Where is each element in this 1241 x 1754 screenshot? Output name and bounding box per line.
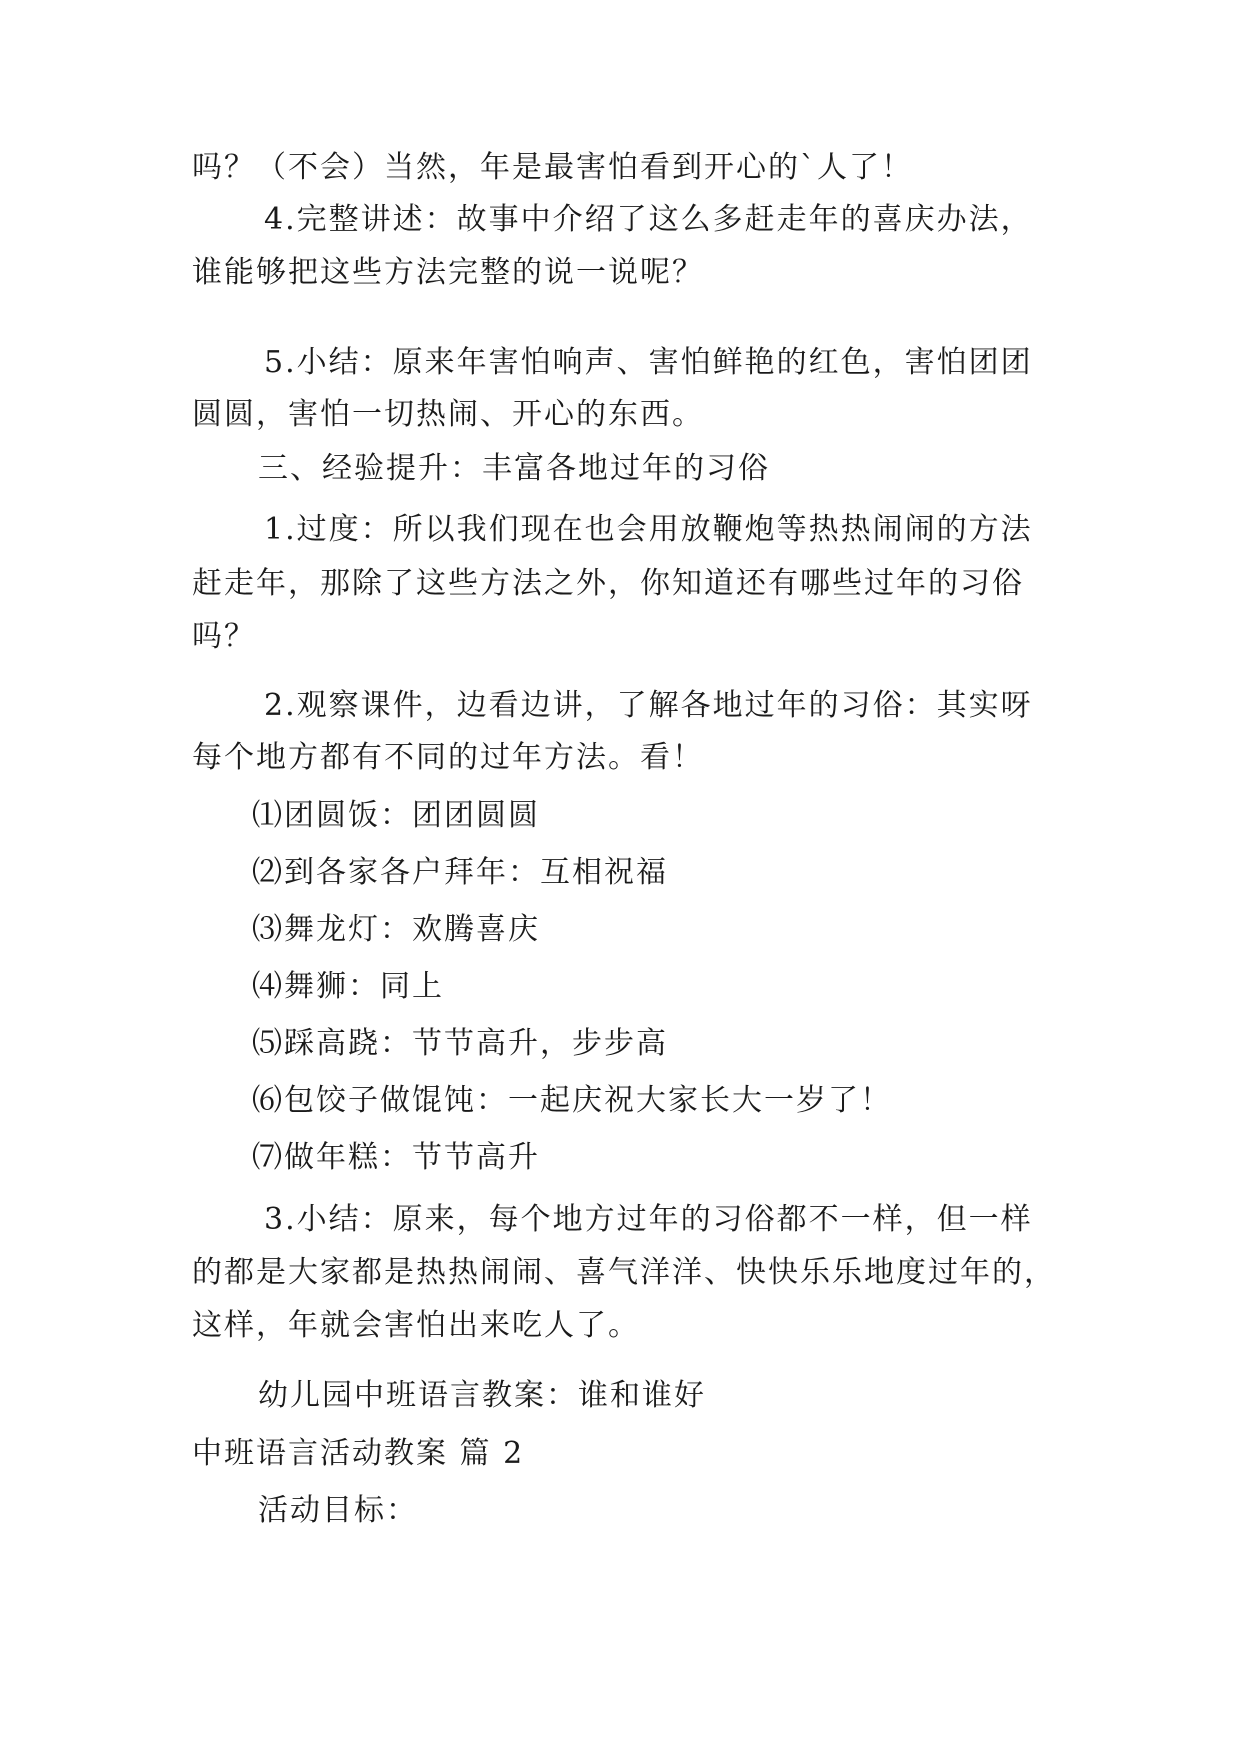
paragraph-line: 吗？（不会）当然，年是最害怕看到开心的`人了！ [192, 150, 913, 185]
paragraph-line: 2.观察课件，边看边讲，了解各地过年的习俗：其实呀 [264, 688, 1033, 723]
list-item: ⑷舞狮：同上 [252, 969, 444, 1004]
paragraph-line: 4.完整讲述：故事中介绍了这么多赶走年的喜庆办法， [264, 202, 1033, 237]
section-heading: 中班语言活动教案 篇 2 [192, 1436, 525, 1471]
list-item: ⑴团圆饭：团团圆圆 [252, 798, 540, 833]
paragraph-line: 圆圆，害怕一切热闹、开心的东西。 [192, 397, 704, 432]
paragraph-line: 的都是大家都是热热闹闹、喜气洋洋、快快乐乐地度过年的， [192, 1255, 1056, 1290]
paragraph-line: 每个地方都有不同的过年方法。看！ [192, 740, 704, 775]
list-item: ⑹包饺子做馄饨：一起庆祝大家长大一岁了！ [252, 1083, 892, 1118]
paragraph-line: 1.过度：所以我们现在也会用放鞭炮等热热闹闹的方法 [264, 512, 1033, 547]
paragraph-line: 幼儿园中班语言教案：谁和谁好 [258, 1378, 706, 1413]
paragraph-line: 活动目标： [258, 1493, 418, 1528]
list-item: ⑶舞龙灯：欢腾喜庆 [252, 912, 540, 947]
paragraph-line: 5.小结：原来年害怕响声、害怕鲜艳的红色，害怕团团 [264, 345, 1033, 380]
paragraph-line: 这样，年就会害怕出来吃人了。 [192, 1308, 640, 1343]
paragraph-line: 吗？ [192, 619, 256, 654]
section-heading: 三、经验提升：丰富各地过年的习俗 [258, 451, 770, 486]
list-item: ⑵到各家各户拜年：互相祝福 [252, 855, 668, 890]
paragraph-line: 赶走年，那除了这些方法之外，你知道还有哪些过年的习俗 [192, 566, 1024, 601]
paragraph-line: 谁能够把这些方法完整的说一说呢？ [192, 255, 704, 290]
paragraph-line: 3.小结：原来，每个地方过年的习俗都不一样，但一样 [264, 1202, 1033, 1237]
list-item: ⑸踩高跷：节节高升，步步高 [252, 1026, 668, 1061]
list-item: ⑺做年糕：节节高升 [252, 1140, 540, 1175]
